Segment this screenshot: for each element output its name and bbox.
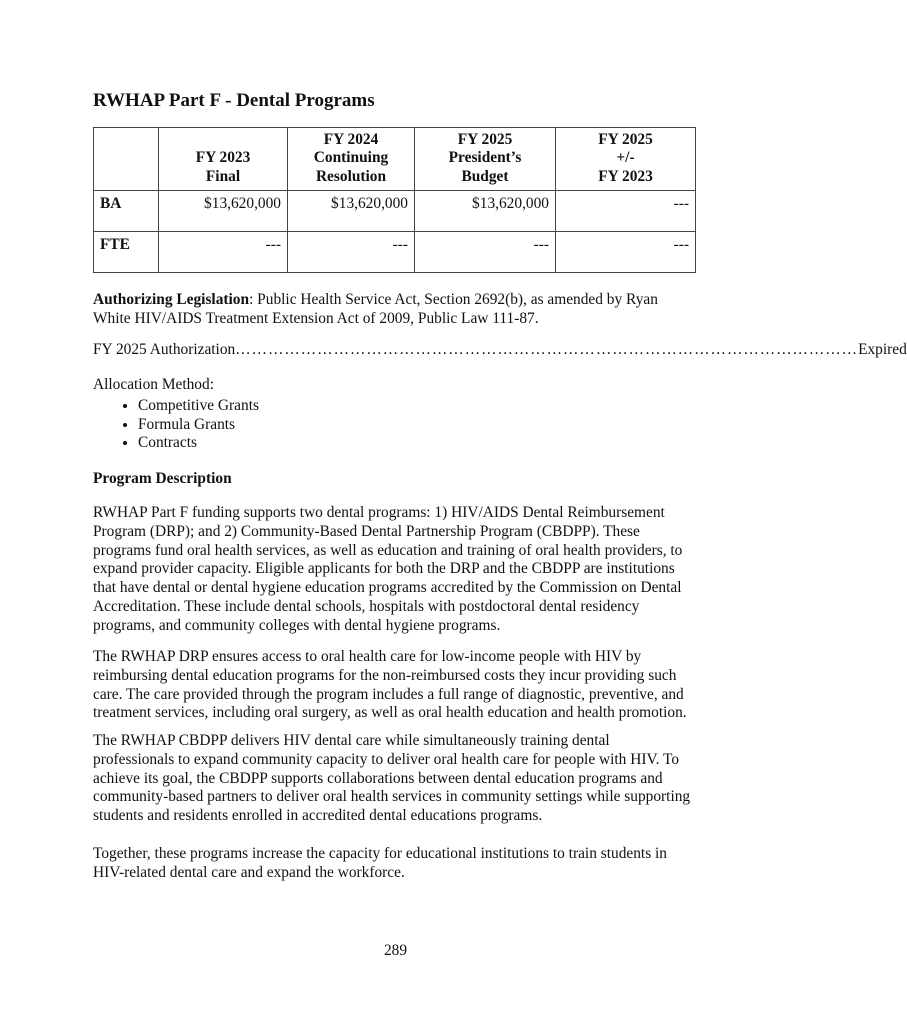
header-cell <box>94 128 159 191</box>
section-heading: Program Description <box>93 470 232 487</box>
authorizing-label: Authorizing Legislation <box>93 291 250 308</box>
header-cell: FY 2025 President’s Budget <box>415 128 556 191</box>
row-label: BA <box>94 191 159 232</box>
table-cell: --- <box>288 232 415 273</box>
leader-dots: …………………………………………………………………………………………………… <box>235 341 859 358</box>
table-cell: $13,620,000 <box>159 191 288 232</box>
header-cell: FY 2024 Continuing Resolution <box>288 128 415 191</box>
table-cell: $13,620,000 <box>415 191 556 232</box>
table-cell: --- <box>556 191 696 232</box>
table-cell: --- <box>159 232 288 273</box>
budget-table <box>93 127 696 273</box>
authorizing-text: : Public Health Service Act, Section 2692(b), as amended by Ryan White HIV/AIDS Treatment Extension Act of 2009, Public Law 111-87. <box>93 291 658 327</box>
paragraph: RWHAP Part F funding supports two dental programs: 1) HIV/AIDS Dental Reimbursement Program (DRP); and 2) Community-Based Dental Partnership Program (CBDPP). These programs fund oral health services, as well as education and training of oral health providers, to expand provider capacity. Eligible applicants for both the DRP and the CBDPP are institutions that have dental or dental hygiene education programs accredited by the Commission on Dental Accreditation. These include dental schools, hospitals with postdoctoral dental residency programs, and community colleges with dental hygiene programs. <box>93 504 683 634</box>
page-number: 289 <box>383 942 408 959</box>
table-header-row <box>94 128 696 191</box>
list-item: • Formula Grants <box>138 416 693 435</box>
header-cell: FY 2023 Final <box>159 128 288 191</box>
table-cell: --- <box>415 232 556 273</box>
allocation-method <box>93 376 693 453</box>
authorizing-legislation <box>93 291 693 329</box>
authorization-label: FY 2025 Authorization <box>93 341 236 358</box>
list-item: • Contracts <box>138 434 693 453</box>
table-row <box>94 191 696 232</box>
allocation-label: Allocation Method: <box>93 376 214 393</box>
paragraph: The RWHAP CBDPP delivers HIV dental care while simultaneously training dental professionals to expand community capacity to deliver oral health care for people with HIV. To achieve its goal, the CBDPP supports collaborations between dental education programs and community-based partners to deliver oral health services in community settings while supporting students and residents enrolled in accredited dental educations programs. <box>93 732 691 825</box>
page-title: RWHAP Part F - Dental Programs <box>93 90 375 111</box>
header-cell: FY 2025 +/- FY 2023 <box>556 128 696 191</box>
authorization-value: Expired <box>858 341 907 358</box>
table-cell: --- <box>556 232 696 273</box>
list-item: • Competitive Grants <box>138 397 693 416</box>
allocation-list <box>93 397 693 453</box>
table-cell: $13,620,000 <box>288 191 415 232</box>
paragraph: The RWHAP DRP ensures access to oral health care for low-income people with HIV by reimbursing dental education programs for the non-reimbursed costs they incur providing such care. The care provided through the program includes a full range of diagnostic, preventive, and treatment services, including oral surgery, as well as oral health education and health promotion. <box>93 648 687 722</box>
fy2025-authorization <box>93 341 907 360</box>
table-row <box>94 232 696 273</box>
paragraph: Together, these programs increase the capacity for educational institutions to train students in HIV-related dental care and expand the workforce. <box>93 845 667 881</box>
row-label: FTE <box>94 232 159 273</box>
